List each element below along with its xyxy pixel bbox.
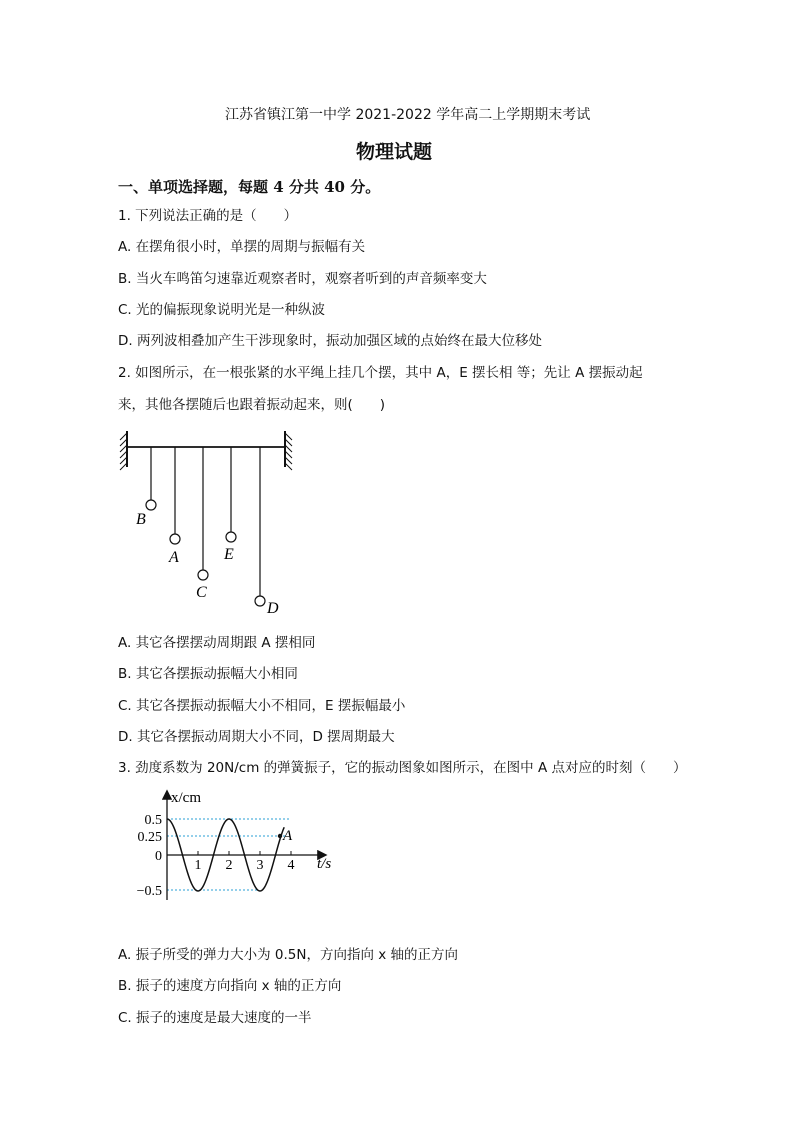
q1-stem: 1. 下列说法正确的是（ ） bbox=[118, 208, 298, 224]
q2-option-c: C. 其它各摆振动振幅大小不相同，E 摆振幅最小 bbox=[118, 698, 406, 714]
point-a-dot bbox=[278, 834, 282, 838]
pendulum-c-bob bbox=[198, 570, 208, 580]
pendulum-b-label: B bbox=[136, 511, 146, 528]
pendulum-e-bob bbox=[226, 532, 236, 542]
pendulum-a-label: A bbox=[169, 549, 179, 566]
x-axis-label: t/s bbox=[317, 856, 332, 872]
right-wall-hatch bbox=[285, 433, 292, 470]
left-wall-hatch bbox=[120, 433, 127, 470]
q1-option-c: C. 光的偏振现象说明光是一种纵波 bbox=[118, 302, 326, 318]
q2-stem-line1: 2. 如图所示，在一根张紧的水平绳上挂几个摆，其中 A，E 摆长相 等；先让 A 摆振动起 bbox=[118, 365, 643, 381]
y-tick-neg-0-5: −0.5 bbox=[136, 884, 162, 899]
y-tick-0-25: 0.25 bbox=[137, 830, 162, 845]
pendulum-b-bob bbox=[146, 500, 156, 510]
q1-option-a: A. 在摆角很小时，单摆的周期与振幅有关 bbox=[118, 239, 366, 255]
y-axis-label: x/cm bbox=[171, 790, 201, 806]
q3-option-b: B. 振子的速度方向指向 x 轴的正方向 bbox=[118, 978, 342, 994]
x-tick-3: 3 bbox=[256, 858, 264, 873]
q3-stem: 3. 劲度系数为 20N/cm 的弹簧振子，它的振动图象如图所示，在图中 A 点对应的时刻（ ） bbox=[118, 760, 687, 776]
q1-option-d: D. 两列波相叠加产生干涉现象时，振动加强区域的点始终在最大位移处 bbox=[118, 333, 542, 349]
pendulum-c-label: C bbox=[196, 584, 207, 601]
section-heading: 一、单项选择题，每题 4 分共 40 分。 bbox=[118, 178, 381, 196]
q3-option-a: A. 振子所受的弹力大小为 0.5N，方向指向 x 轴的正方向 bbox=[118, 947, 459, 963]
x-tick-4: 4 bbox=[287, 858, 295, 873]
point-a-label: A bbox=[283, 828, 293, 844]
q3-option-c: C. 振子的速度是最大速度的一半 bbox=[118, 1010, 312, 1026]
q2-option-d: D. 其它各摆振动周期大小不同，D 摆周期最大 bbox=[118, 729, 395, 745]
x-tick-1: 1 bbox=[194, 858, 202, 873]
y-tick-0-5: 0.5 bbox=[144, 813, 162, 828]
page-title: 物理试题 bbox=[356, 141, 433, 163]
q1-option-b: B. 当火车鸣笛匀速靠近观察者时，观察者听到的声音频率变大 bbox=[118, 271, 487, 287]
exam-header: 江苏省镇江第一中学 2021-2022 学年高二上学期期末考试 bbox=[225, 107, 591, 123]
pendulum-d-label: D bbox=[267, 600, 279, 617]
pendulum-figure bbox=[115, 425, 315, 620]
q2-option-b: B. 其它各摆振动振幅大小相同 bbox=[118, 666, 298, 682]
pendulum-e-label: E bbox=[224, 546, 234, 563]
vibration-graph bbox=[125, 785, 345, 905]
q2-stem-line2: 来，其他各摆随后也跟着振动起来，则( ) bbox=[118, 397, 386, 413]
x-tick-2: 2 bbox=[225, 858, 233, 873]
pendulum-d-bob bbox=[255, 596, 265, 606]
pendulum-a-bob bbox=[170, 534, 180, 544]
q2-option-a: A. 其它各摆摆动周期跟 A 摆相同 bbox=[118, 635, 316, 651]
y-tick-0: 0 bbox=[155, 849, 162, 864]
